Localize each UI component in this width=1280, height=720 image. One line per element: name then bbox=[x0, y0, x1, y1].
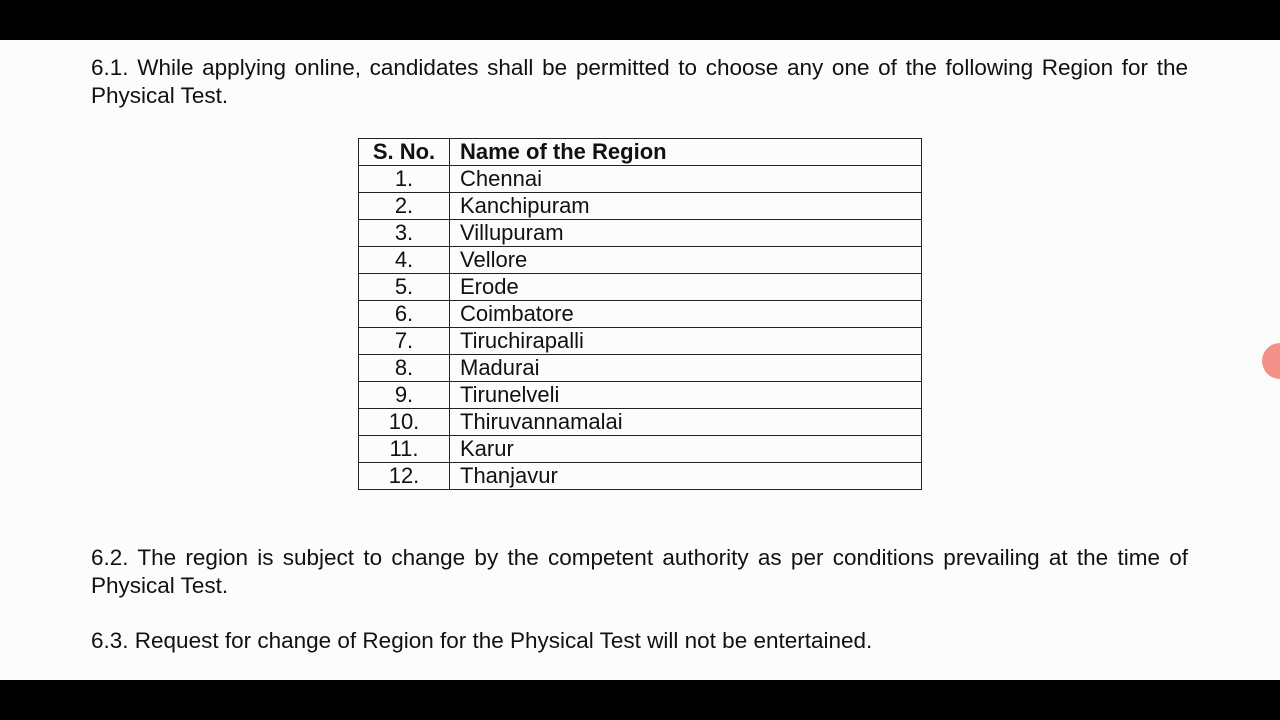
document-page[interactable] bbox=[0, 40, 1280, 680]
cell-region-name: Tirunelveli bbox=[450, 382, 922, 409]
table-header-row bbox=[359, 139, 922, 166]
cell-sno: 3. bbox=[359, 220, 450, 247]
cell-region-name: Thanjavur bbox=[450, 463, 922, 490]
cell-sno: 9. bbox=[359, 382, 450, 409]
table-row bbox=[359, 247, 922, 274]
cell-sno: 1. bbox=[359, 166, 450, 193]
cell-sno: 11. bbox=[359, 436, 450, 463]
table-row bbox=[359, 193, 922, 220]
paragraph-6-2: 6.2. The region is subject to change by the competent authority as per conditions prevailing at the time of Physical Test. bbox=[91, 545, 1188, 598]
cell-region-name: Madurai bbox=[450, 355, 922, 382]
table-row bbox=[359, 382, 922, 409]
region-table bbox=[358, 138, 922, 490]
cell-region-name: Tiruchirapalli bbox=[450, 328, 922, 355]
cell-sno: 2. bbox=[359, 193, 450, 220]
table-row bbox=[359, 409, 922, 436]
table-row bbox=[359, 463, 922, 490]
cell-sno: 6. bbox=[359, 301, 450, 328]
cell-region-name: Coimbatore bbox=[450, 301, 922, 328]
cell-sno: 4. bbox=[359, 247, 450, 274]
cell-region-name: Villupuram bbox=[450, 220, 922, 247]
table-row bbox=[359, 436, 922, 463]
table-body bbox=[359, 166, 922, 490]
paragraph-6-3: 6.3. Request for change of Region for the Physical Test will not be entertained. bbox=[91, 628, 873, 653]
cell-region-name: Vellore bbox=[450, 247, 922, 274]
cell-sno: 8. bbox=[359, 355, 450, 382]
cell-region-name: Karur bbox=[450, 436, 922, 463]
table-row bbox=[359, 355, 922, 382]
cell-region-name: Chennai bbox=[450, 166, 922, 193]
cell-region-name: Thiruvannamalai bbox=[450, 409, 922, 436]
cell-sno: 12. bbox=[359, 463, 450, 490]
column-header-region: Name of the Region bbox=[450, 139, 922, 166]
cell-sno: 7. bbox=[359, 328, 450, 355]
scroll-handle[interactable] bbox=[1262, 343, 1280, 379]
column-header-sno: S. No. bbox=[359, 139, 450, 166]
table-row bbox=[359, 274, 922, 301]
table-row bbox=[359, 220, 922, 247]
cell-sno: 10. bbox=[359, 409, 450, 436]
table-row bbox=[359, 301, 922, 328]
paragraph-6-1: 6.1. While applying online, candidates shall be permitted to choose any one of the following Region for the Physical Test. bbox=[91, 55, 1188, 108]
cell-sno: 5. bbox=[359, 274, 450, 301]
table-row bbox=[359, 166, 922, 193]
cell-region-name: Kanchipuram bbox=[450, 193, 922, 220]
table-row bbox=[359, 328, 922, 355]
cell-region-name: Erode bbox=[450, 274, 922, 301]
letterbox-bottom bbox=[0, 680, 1280, 720]
letterbox-top bbox=[0, 0, 1280, 40]
